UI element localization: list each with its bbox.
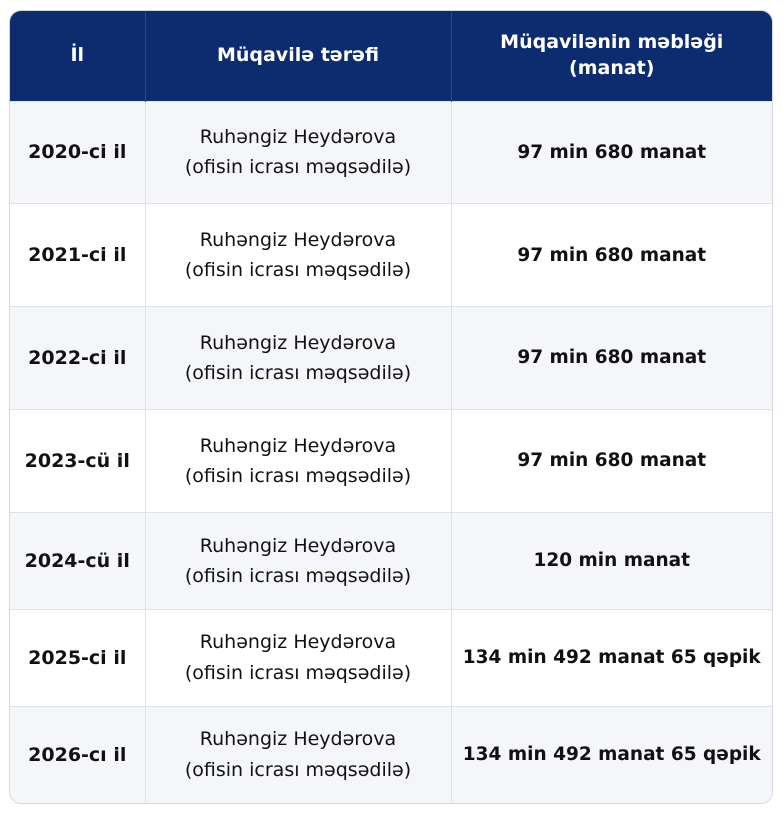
contract-table-grid bbox=[10, 11, 772, 803]
row-amount: 134 min 492 manat 65 qəpik bbox=[451, 609, 772, 706]
row-amount: 120 min manat bbox=[451, 513, 772, 610]
row-party bbox=[145, 101, 451, 204]
row-party-purpose: (ofisin icrası məqsədilə) bbox=[184, 362, 412, 385]
row-party-name: Ruhəngiz Heydərova bbox=[199, 331, 397, 354]
table-row bbox=[10, 609, 772, 706]
row-party-name: Ruhəngiz Heydərova bbox=[199, 631, 397, 654]
row-year: 2021-ci il bbox=[10, 204, 145, 307]
row-party-purpose: (ofisin icrası məqsədilə) bbox=[184, 156, 412, 179]
row-party bbox=[145, 410, 451, 513]
row-year: 2026-cı il bbox=[10, 706, 145, 803]
table-header bbox=[10, 11, 772, 101]
row-party bbox=[145, 204, 451, 307]
row-party-name: Ruhəngiz Heydərova bbox=[199, 534, 397, 557]
row-party bbox=[145, 513, 451, 610]
row-amount: 97 min 680 manat bbox=[451, 101, 772, 204]
table-row bbox=[10, 513, 772, 610]
row-party-purpose: (ofisin icrası məqsədilə) bbox=[184, 758, 412, 781]
row-year: 2022-ci il bbox=[10, 307, 145, 410]
row-party-purpose: (ofisin icrası məqsədilə) bbox=[184, 259, 412, 282]
header-row bbox=[10, 11, 772, 101]
row-party-purpose: (ofisin icrası məqsədilə) bbox=[184, 465, 412, 488]
table-row bbox=[10, 101, 772, 204]
row-amount: 134 min 492 manat 65 qəpik bbox=[451, 706, 772, 803]
header-amount bbox=[451, 11, 772, 101]
row-party bbox=[145, 609, 451, 706]
header-amount-line1: Müqavilənin məbləği bbox=[500, 31, 724, 54]
row-party-name: Ruhəngiz Heydərova bbox=[199, 728, 397, 751]
row-party-name: Ruhəngiz Heydərova bbox=[199, 434, 397, 457]
row-year: 2025-ci il bbox=[10, 609, 145, 706]
table-body bbox=[10, 101, 772, 803]
row-amount: 97 min 680 manat bbox=[451, 204, 772, 307]
row-amount: 97 min 680 manat bbox=[451, 307, 772, 410]
row-party-name: Ruhəngiz Heydərova bbox=[199, 228, 397, 251]
row-party bbox=[145, 307, 451, 410]
row-year: 2020-ci il bbox=[10, 101, 145, 204]
header-amount-line2: (manat) bbox=[569, 56, 655, 79]
table-row bbox=[10, 706, 772, 803]
row-party-purpose: (ofisin icrası məqsədilə) bbox=[184, 564, 412, 587]
table-row bbox=[10, 307, 772, 410]
row-amount: 97 min 680 manat bbox=[451, 410, 772, 513]
row-party bbox=[145, 706, 451, 803]
header-party: Müqavilə tərəfi bbox=[145, 11, 451, 101]
row-party-name: Ruhəngiz Heydərova bbox=[199, 126, 397, 149]
row-year: 2024-cü il bbox=[10, 513, 145, 610]
contract-table bbox=[9, 10, 773, 804]
header-year: İl bbox=[10, 11, 145, 101]
table-row bbox=[10, 410, 772, 513]
row-party-purpose: (ofisin icrası məqsədilə) bbox=[184, 661, 412, 684]
row-year: 2023-cü il bbox=[10, 410, 145, 513]
table-row bbox=[10, 204, 772, 307]
